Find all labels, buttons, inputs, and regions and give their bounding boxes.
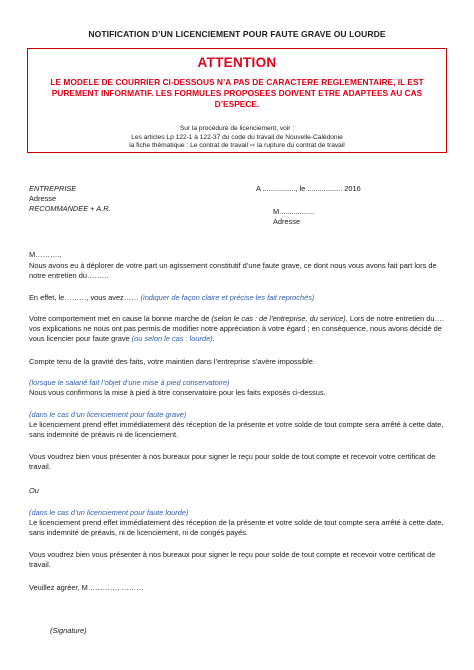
comportement-text-a: Votre comportement met en cause la bonne marche de xyxy=(29,314,212,323)
registered-mail-label: RECOMMANDEE + A.R. xyxy=(29,204,111,213)
date-line: A ................, le ................. 2016 xyxy=(256,184,361,193)
warning-box xyxy=(27,48,447,153)
info-line-procedure: Sur la procédure de licenciement, voir : xyxy=(179,125,295,132)
paragraph-comportement xyxy=(29,314,447,344)
signature-label: (Signature) xyxy=(50,626,87,635)
sender-address: Adresse xyxy=(29,194,57,203)
warning-heading: ATTENTION xyxy=(197,55,277,70)
warning-info xyxy=(28,125,446,151)
note-faute-lourde: (dans le cas d’un licenciement pour faute lourde) xyxy=(29,508,189,517)
sender-company: ENTREPRISE xyxy=(29,184,77,193)
paragraph-bureaux-1: Vous voudrez bien vous présenter à nos bureaux pour signer le reçu pour solde de tout compte et recevoir votre certificat de travail. xyxy=(29,452,436,471)
paragraph-bureaux-2: Vous voudrez bien vous présenter à nos bureaux pour signer le reçu pour solde de tout compte et recevoir votre certificat de travail. xyxy=(29,550,436,569)
alternative-ou: Ou xyxy=(29,486,39,495)
note-faute-grave: (dans le cas d’un licenciement pour faute grave) xyxy=(29,410,187,419)
closing-formula: Veuillez agréer, M…………, ……… xyxy=(29,583,144,592)
comportement-lourde-note: (ou selon le cas : lourde) xyxy=(131,334,213,343)
paragraph-faits xyxy=(29,293,447,303)
comportement-text-b: . Lors de notre entretien du…. vos explications ne nous ont pas permis de modifier notre appréciation à votre égard ; en conséquence, nous avons décidé de vous licencier pour faute grave xyxy=(29,314,444,343)
comportement-end: . xyxy=(212,334,215,343)
info-line-articles: Les articles Lp 122-1 à 122-37 du code du travail de Nouvelle-Calédonie xyxy=(131,133,343,141)
paragraph-gravite: Compte tenu de la gravité des faits, votre maintien dans l’entreprise s’avère impossible. xyxy=(29,357,315,366)
note-mise-a-pied: (lorsque le salarié fait l’objet d’une mise à pied conservatoire) xyxy=(29,378,230,387)
paragraph-effet-grave: Le licenciement prend effet immédiatement dès réception de la présente et votre solde de tout compte sera arrêté à cette date, sans indemnité de préavis ni de licenciement. xyxy=(29,420,444,439)
paragraph-effet-lourde: Le licenciement prend effet immédiatement dès réception de la présente et votre solde de tout compte sera arrêté à cette date, sans indemnité de préavis, ni de licenciement, ni de congés payés. xyxy=(29,518,444,537)
paragraph-mise-a-pied: Nous vous confirmons la mise à pied à titre conservatoire pour les faits exposés ci-dessus. xyxy=(29,388,326,397)
info-line-fiche: la fiche thématique : Le contrat de travail ⇨ la rupture du contrat de travail xyxy=(129,142,345,149)
recipient-address: Adresse xyxy=(273,217,301,226)
recipient-name: M................. xyxy=(273,207,315,216)
document-title: NOTIFICATION D’UN LICENCIEMENT POUR FAUTE GRAVE OU LOURDE xyxy=(88,29,386,39)
salutation: M………., xyxy=(29,250,62,259)
comportement-case-note: (selon le cas : de l’entreprise, du service) xyxy=(211,314,346,323)
warning-text: LE MODELE DE COURRIER CI-DESSOUS N’A PAS DE CARACTERE REGLEMENTAIRE, IL EST PUREMENT INFORMATIF. LES FORMULES PROPOSEES DOIVENT ETRE ADAPTEES AU CAS D’ESPECE. xyxy=(50,77,424,109)
faits-text: En effet, le………, vous avez…… xyxy=(29,293,141,302)
faits-note: (indiquer de façon claire et précise les fait reprochés) xyxy=(140,293,315,302)
paragraph-faute: Nous avons eu à déplorer de votre part un agissement constitutif d’une faute grave, ce dont nous vous avons fait part lors de notre entretien du……… xyxy=(29,261,437,280)
